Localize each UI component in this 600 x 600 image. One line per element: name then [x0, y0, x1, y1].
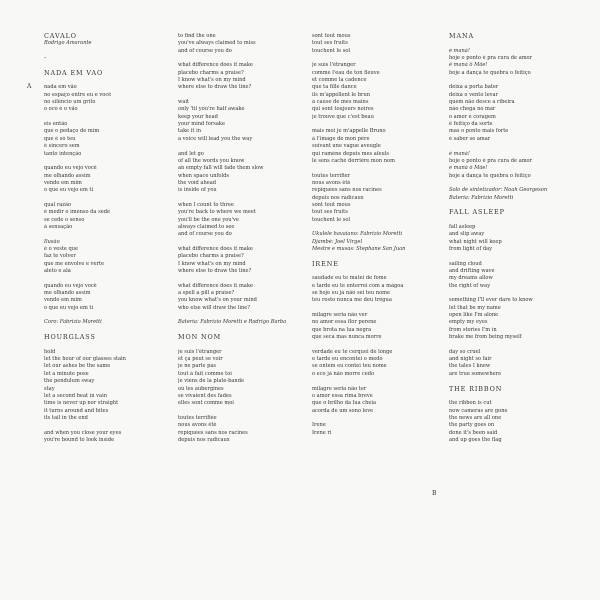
- lyric-line: who else will draw the line?: [178, 304, 251, 311]
- lyric-line: only 'til you're half awake: [178, 106, 245, 113]
- lyric-line: from light of day: [449, 245, 493, 252]
- stanza-break: [178, 239, 318, 246]
- lyric-line: é sincero sem: [44, 143, 80, 150]
- lyric-line: depuis nos radicaux: [312, 194, 364, 201]
- stanza-break: [178, 312, 318, 319]
- lyric-line: and of course you do: [178, 231, 232, 238]
- stanza-break: [449, 143, 589, 150]
- lyric-line: is inside of you: [178, 187, 217, 194]
- lyric-line: the pendulum sway: [44, 378, 95, 385]
- lyric-line: touchent le sol: [312, 216, 351, 223]
- stanza-break: [178, 92, 318, 99]
- lyric-line: the ribbon is cut: [449, 400, 492, 407]
- lyric-line: fall asleep: [449, 223, 476, 230]
- lyric-line: que o brilho da lua cheia: [312, 400, 377, 407]
- lyric-line: toutes terrifier: [312, 172, 351, 179]
- lyric-line: é o veste que: [44, 245, 79, 252]
- lyric-line: and night so fair: [449, 356, 492, 363]
- lyric-line: quem não desce a ribeira: [449, 99, 515, 106]
- credit-line: Mestre e musas: Stephane San Juan: [312, 245, 406, 252]
- lyric-line: repiquées sans nos racines: [178, 429, 248, 436]
- lyric-line: quando eu vejo você: [44, 282, 97, 289]
- lyric-line: nada em vão: [44, 84, 77, 91]
- lyric-line: let that be my name: [449, 304, 501, 311]
- stanza-break: [312, 253, 452, 260]
- lyric-line: et comme la cadence: [312, 77, 367, 84]
- stanza-break: [449, 217, 589, 224]
- lyric-line: se cede o senso: [44, 216, 85, 223]
- lyric-line: you're bound to look inside: [44, 436, 115, 443]
- lyric-line: and let go: [178, 150, 204, 157]
- stanza-break: [312, 268, 452, 275]
- lyric-line: où les aubergines: [178, 385, 224, 392]
- stanza-break: [449, 378, 589, 385]
- stanza-break: [44, 195, 184, 202]
- lyric-line: and drifting wave: [449, 268, 495, 274]
- stanza-break: [44, 312, 184, 319]
- stanza-break: [312, 224, 452, 231]
- song-title: CAVALO: [44, 33, 77, 40]
- credit-line: Bateria: Fabrizio Moretti: [449, 194, 514, 201]
- lyric-line: the tales I knew: [449, 363, 491, 370]
- lyric-line: what night will keep: [449, 238, 502, 245]
- stanza-break: [449, 77, 589, 84]
- stanza-break: [44, 114, 184, 121]
- lyric-line: to find the one: [178, 33, 216, 39]
- lyric-line: suivant une vague aveugle: [312, 143, 381, 150]
- lyric-line: from stories I'm in: [449, 326, 497, 333]
- lyric-line: placebo charms a praise?: [178, 253, 244, 260]
- lyric-line: se hoje eu já não sei teu nome: [312, 290, 390, 297]
- lyric-line: you've always claimed to miss: [178, 40, 256, 47]
- lyric-line: je trouve que c'est beau: [312, 113, 374, 120]
- lyric-line: nous avons été: [178, 422, 217, 429]
- lyric-line: repiquées sans nos racines: [312, 187, 382, 194]
- lyric-line: à cause de mes mains: [312, 99, 369, 106]
- credit-line: Ilusão: [44, 238, 60, 245]
- stanza-break: [44, 422, 184, 429]
- stanza-break: [178, 55, 318, 62]
- lyric-line: comme l'eau de ton fleuve: [312, 69, 380, 76]
- lyric-line: eis então: [44, 121, 68, 128]
- lyric-line: where else to draw the line?: [178, 268, 252, 274]
- stanza-break: [449, 202, 589, 209]
- lyric-line: hold: [44, 348, 56, 355]
- lyric-line: aleto e alà: [44, 268, 71, 274]
- lyric-line: le sens caché derrière mon nom: [312, 157, 395, 164]
- lyric-line: o que eu vejo em ti: [44, 304, 94, 311]
- lyric-line: é saber se amar: [449, 135, 491, 142]
- lyric-line: placebo charms a praise?: [178, 69, 244, 76]
- lyric-line: its tail in the end: [44, 414, 88, 421]
- lyric-line: time is never up nor straight: [44, 400, 119, 407]
- credit-line: Solo de sintetizador: Noah Georgeson: [449, 187, 548, 194]
- lyric-line: sailing cloud: [449, 260, 482, 267]
- stanza-break: [178, 195, 318, 202]
- lyric-line: always claimed to see: [178, 223, 235, 230]
- lyric-line: when I count to three: [178, 201, 234, 208]
- lyric-line: sont tout mous: [312, 33, 351, 39]
- lyric-line: a voice will lead you the way: [178, 135, 253, 142]
- lyric-line: nous avons été: [312, 179, 351, 186]
- lyric-line: I know what's on my mind: [178, 260, 246, 267]
- stanza-break: [44, 275, 184, 282]
- lyric-line: an empty fall will fade them slow: [178, 165, 264, 172]
- credit-line: é maná ô Mãe!: [449, 62, 488, 69]
- lyric-line: the void ahead: [178, 179, 217, 186]
- lyric-line: mas o ponto mais forte: [449, 128, 509, 135]
- stanza-break: [449, 393, 589, 400]
- lyric-line: you know what's on your mind: [178, 297, 257, 304]
- lyric-line: Irene: [312, 422, 326, 429]
- lyric-line: qui ramène depuis mes aïeuls: [312, 150, 389, 157]
- column-1: [44, 33, 184, 444]
- lyric-line: and up goes the flag: [449, 436, 502, 443]
- lyric-line: no amor essa flor perene: [312, 319, 377, 326]
- credit-line: é maná!: [449, 150, 470, 157]
- lyric-line: mais moi je m'appelle Bruno: [312, 128, 386, 135]
- stanza-break: [178, 341, 318, 348]
- stanza-break: [312, 378, 452, 385]
- lyric-line: no silêncio um grito: [44, 99, 96, 106]
- lyric-line: é medir o imenso da sede: [44, 209, 110, 216]
- lyric-line: depuis nos radicaux: [178, 436, 230, 443]
- lyric-line: hoje o ponto é pra cura de amor: [449, 157, 533, 164]
- stanza-break: [449, 290, 589, 297]
- lyric-line: que é só teu: [44, 135, 76, 142]
- lyric-line: and when you close your eyes: [44, 429, 122, 436]
- lyric-line: what difference does it make: [178, 245, 253, 252]
- lyric-line: faz te volver: [44, 253, 76, 260]
- lyric-line: teu rosto nunca me deu trégua: [312, 297, 392, 304]
- lyric-line: se vivaient des fades: [178, 392, 232, 399]
- credit-line: é maná!: [449, 47, 470, 54]
- lyric-line: milagre seria não ter: [312, 385, 367, 392]
- lyric-line: your mind forsake: [178, 121, 226, 128]
- lyric-line: no espaço entre eu e você: [44, 91, 112, 98]
- stanza-break: [44, 62, 184, 69]
- stanza-break: [178, 327, 318, 334]
- lyric-line: qui sont toujours noires: [312, 106, 374, 113]
- stanza-break: [449, 180, 589, 187]
- song-title: FALL ASLEEP: [449, 209, 505, 217]
- stanza-break: [178, 143, 318, 150]
- stanza-break: [312, 341, 452, 348]
- lyric-line: que o pedaço de mim: [44, 128, 100, 135]
- song-title: IRENE: [312, 260, 339, 268]
- lyric-line: elles sont comme moi: [178, 400, 234, 407]
- credit-line: Rodrigo Amarante: [44, 40, 92, 47]
- song-title: MANÁ: [449, 33, 474, 40]
- lyric-line: take it in: [178, 128, 202, 135]
- lyric-line: empty my eyes: [449, 319, 488, 326]
- side-letter-a: A: [27, 83, 32, 90]
- lyric-line: the right of way: [449, 282, 491, 289]
- lyric-line: não chega no mar: [449, 106, 496, 113]
- credit-line: é maná ô Mãe!: [449, 165, 488, 172]
- credit-line: Ukulele havaiano: Fabrizio Moretti: [312, 231, 403, 238]
- lyric-line: stay: [44, 385, 55, 392]
- lyric-line: à l'image de mon père: [312, 135, 370, 142]
- credit-line: Bateria: Fabrizio Moretti e Rodrigo Barba: [178, 319, 287, 326]
- lyric-line: que seca mas nunca morre: [312, 334, 382, 341]
- lyric-line: I know what's on my mind: [178, 77, 246, 84]
- lyric-line: ils m'appellent le brun: [312, 91, 371, 98]
- stanza-break: [312, 415, 452, 422]
- lyric-line: the party goes on: [449, 422, 495, 429]
- side-letter-b: B: [432, 490, 437, 497]
- stanza-break: [449, 341, 589, 348]
- lyric-line: o oco e o vão: [44, 106, 78, 113]
- stanza-break: [312, 55, 452, 62]
- column-2: [178, 33, 318, 444]
- lyric-line: a spell a pill a praise?: [178, 290, 235, 297]
- song-title: MON NOM: [178, 334, 222, 342]
- lyric-line: se ontem eu contei teu nome: [312, 363, 387, 370]
- lyric-line: hoje a dança te quebra o feitiço: [449, 69, 531, 76]
- lyric-line: je suis l'étranger: [312, 62, 356, 69]
- lyric-line: now cameras are gone: [449, 407, 508, 414]
- lyric-line: qual razão: [44, 201, 72, 208]
- lyric-line: of all the words you know: [178, 157, 245, 164]
- lyric-line: let a minute pose: [44, 370, 89, 377]
- stanza-break: [44, 341, 184, 348]
- lyric-line: deixa o vento levar: [449, 91, 499, 98]
- lyric-line: que me envolve e verte: [44, 260, 105, 267]
- lyric-line: brake me from being myself: [449, 334, 522, 341]
- lyric-line: day so cruel: [449, 348, 481, 355]
- lyric-line: que brota na lua negra: [312, 326, 372, 333]
- lyric-line: me olhando assim: [44, 290, 91, 297]
- lyric-line: o amor essa rima breve: [312, 392, 373, 399]
- stanza-break: [312, 305, 452, 312]
- stanza-break: [44, 231, 184, 238]
- lyric-line: sont tout mous: [312, 201, 351, 208]
- lyric-line: you're back to where we meet: [178, 209, 256, 216]
- lyric-line: open like I'm alone: [449, 312, 499, 319]
- lyric-line: what difference does it make: [178, 62, 253, 69]
- stanza-break: [178, 408, 318, 415]
- lyric-line: tout ses fruits: [312, 209, 348, 216]
- lyric-line: vendo em mim: [44, 179, 82, 186]
- stanza-break: [178, 275, 318, 282]
- credit-line: Coro: Fabrizio Moretti: [44, 319, 102, 326]
- lyric-line: milagre seria não ver: [312, 312, 368, 319]
- stanza-break: [449, 253, 589, 260]
- stanza-break: [44, 48, 184, 55]
- lyric-line: and slip away: [449, 231, 485, 238]
- song-title: HOURGLASS: [44, 334, 96, 342]
- lyric-line: saudade eu te matei de fome: [312, 275, 387, 282]
- lyric-line: verdade eu te cerquei de longe: [312, 348, 393, 355]
- lyric-line: toutes terrifiée: [178, 414, 217, 421]
- lyric-line: wait: [178, 99, 190, 106]
- lyric-line: e tarde eu encontei o medo: [312, 356, 383, 363]
- lyric-line: let our ashes be the same: [44, 363, 111, 370]
- lyric-line: let a second beat in vain: [44, 392, 108, 399]
- lyric-line: quando eu vejo você: [44, 165, 97, 172]
- lyric-line: e tarde eu te enterrei com a mágoa: [312, 282, 404, 289]
- column-3: [312, 33, 452, 437]
- lyric-line: touchent le sol: [312, 47, 351, 54]
- stanza-break: [312, 165, 452, 172]
- lyric-line: o eco já não morre cedo: [312, 370, 375, 377]
- lyric-line: the news are all one: [449, 414, 502, 421]
- song-title: NADA EM VÃO: [44, 69, 104, 77]
- lyric-line: je ne parle pas: [178, 363, 217, 370]
- lyric-line: let the hour of our glasses stain: [44, 356, 126, 363]
- lyric-line: where else to draw the line?: [178, 84, 252, 91]
- lyric-line: hoje a dança te quebra o feitiço: [449, 172, 531, 179]
- lyric-line: something I'll ever dare to know: [449, 297, 533, 304]
- stanza-break: [44, 327, 184, 334]
- lyric-line: hoje o ponto é pra cura de amor: [449, 55, 533, 62]
- credit-line: Djambé: Joel Virgel: [312, 238, 363, 245]
- lyric-line: tout ses fruits: [312, 40, 348, 47]
- song-title: THE RIBBON: [449, 385, 503, 393]
- lyric-line: me olhando assim: [44, 172, 91, 179]
- lyric-line: you'll be the one you've: [178, 216, 239, 223]
- lyric-line: à sensação: [44, 223, 73, 230]
- lyric-line: je suis l'étranger: [178, 348, 222, 355]
- lyric-line: and of course you do: [178, 47, 232, 54]
- lyric-line: my dreams allow: [449, 275, 493, 282]
- lyric-line: acorda de um sono leve: [312, 407, 374, 414]
- stanza-break: [44, 77, 184, 84]
- lyric-line: que ta fille dance: [312, 84, 357, 91]
- stanza-break: [449, 40, 589, 47]
- lyric-line: o amor é coragem: [449, 113, 496, 120]
- column-4: [449, 33, 589, 444]
- stanza-break: [44, 158, 184, 165]
- lyric-line: are true somewhere: [449, 370, 502, 377]
- stanza-break: [312, 121, 452, 128]
- lyric-line: vendo em mim: [44, 297, 82, 304]
- lyric-line: é feitiço da sorte: [449, 121, 493, 128]
- lyric-line: et ça peut se voir: [178, 356, 223, 363]
- lyric-line: –: [44, 55, 47, 62]
- lyric-line: when space unfolds: [178, 172, 229, 179]
- lyric-line: o que eu vejo em ti: [44, 187, 94, 194]
- lyric-line: keep your head: [178, 113, 218, 120]
- lyric-line: deixa a porta bater: [449, 84, 499, 91]
- lyric-line: what difference does it make: [178, 282, 253, 289]
- lyric-line: je viens de la plate-bande: [178, 378, 244, 385]
- lyric-line: done it's been said: [449, 429, 498, 436]
- lyric-line: Irene ri: [312, 429, 332, 436]
- lyric-line: tanto intenção: [44, 150, 82, 157]
- lyric-line: it turns around and bites: [44, 407, 109, 414]
- lyric-line: tout à fait comme toi: [178, 370, 232, 377]
